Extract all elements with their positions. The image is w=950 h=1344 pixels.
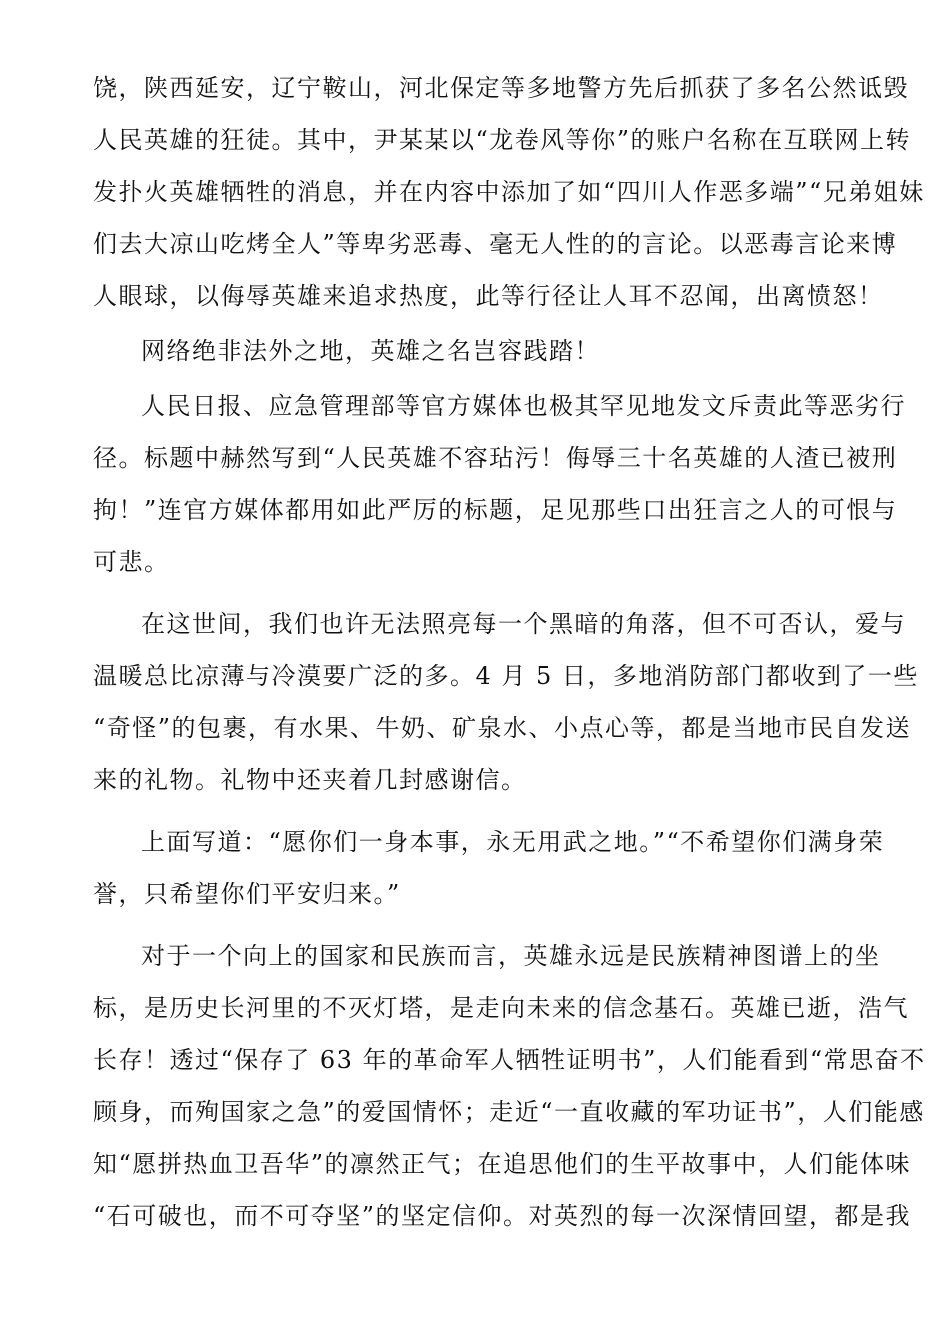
text-line: 可悲。 (93, 548, 170, 576)
text-line: 人眼球，以侮辱英雄来追求热度，此等行径让人耳不忍闻，出离愤怒！ (93, 282, 884, 310)
text-line: 网络绝非法外之地，英雄之名岂容践踏！ (141, 337, 600, 365)
text-line: 在这世间，我们也许无法照亮每一个黑暗的角落，但不可否认，爱与 (141, 610, 906, 638)
text-line: “奇怪”的包裹，有水果、牛奶、矿泉水、小点心等，都是当地市民自发送 (93, 714, 912, 742)
text-line: 誉，只希望你们平安归来。” (93, 880, 401, 908)
text-line: 顾身，而殉国家之急”的爱国情怀；走近“一直收藏的军功证书”，人们能感 (93, 1098, 925, 1126)
text-line: 拘！”连官方媒体都用如此严厉的标题，足见那些口出狂言之人的可恨与 (93, 496, 898, 524)
text-line: 人民英雄的狂徒。其中，尹某某以“龙卷风等你”的账户名称在互联网上转 (93, 126, 912, 154)
text-line: 饶，陕西延安，辽宁鞍山，河北保定等多地警方先后抓获了多名公然诋毁 (93, 74, 909, 102)
text-line: 标，是历史长河里的不灭灯塔，是走向未来的信念基石。英雄已逝，浩气 (93, 994, 909, 1022)
text-line: 径。标题中赫然写到“人民英雄不容玷污！侮辱三十名英雄的人渣已被刑 (93, 444, 898, 472)
text-line: 长存！透过“保存了 63 年的革命军人牺牲证明书”，人们能看到“常思奋不 (93, 1046, 926, 1074)
text-line: 发扑火英雄牺牲的消息，并在内容中添加了如“四川人作恶多端”“兄弟姐妹 (93, 178, 925, 206)
text-line: 对于一个向上的国家和民族而言，英雄永远是民族精神图谱上的坐 (141, 942, 881, 970)
text-line: 们去大凉山吃烤全人”等卑劣恶毒、毫无人性的的言论。以恶毒言论来博 (93, 230, 898, 258)
text-line: 上面写道：“愿你们一身本事，永无用武之地。”“不希望你们满身荣 (141, 828, 885, 856)
text-line: “石可破也，而不可夺坚”的坚定信仰。对英烈的每一次深情回望，都是我 (93, 1202, 912, 1230)
text-line: 来的礼物。礼物中还夹着几封感谢信。 (93, 766, 527, 794)
document-body (93, 62, 926, 1242)
text-line: 知“愿拼热血卫吾华”的凛然正气；在追思他们的生平故事中，人们能体味 (93, 1150, 912, 1178)
text-line: 温暖总比凉薄与冷漠要广泛的多。4 月 5 日，多地消防部门都收到了一些 (93, 662, 919, 690)
text-line: 人民日报、应急管理部等官方媒体也极其罕见地发文斥责此等恶劣行 (141, 392, 906, 420)
